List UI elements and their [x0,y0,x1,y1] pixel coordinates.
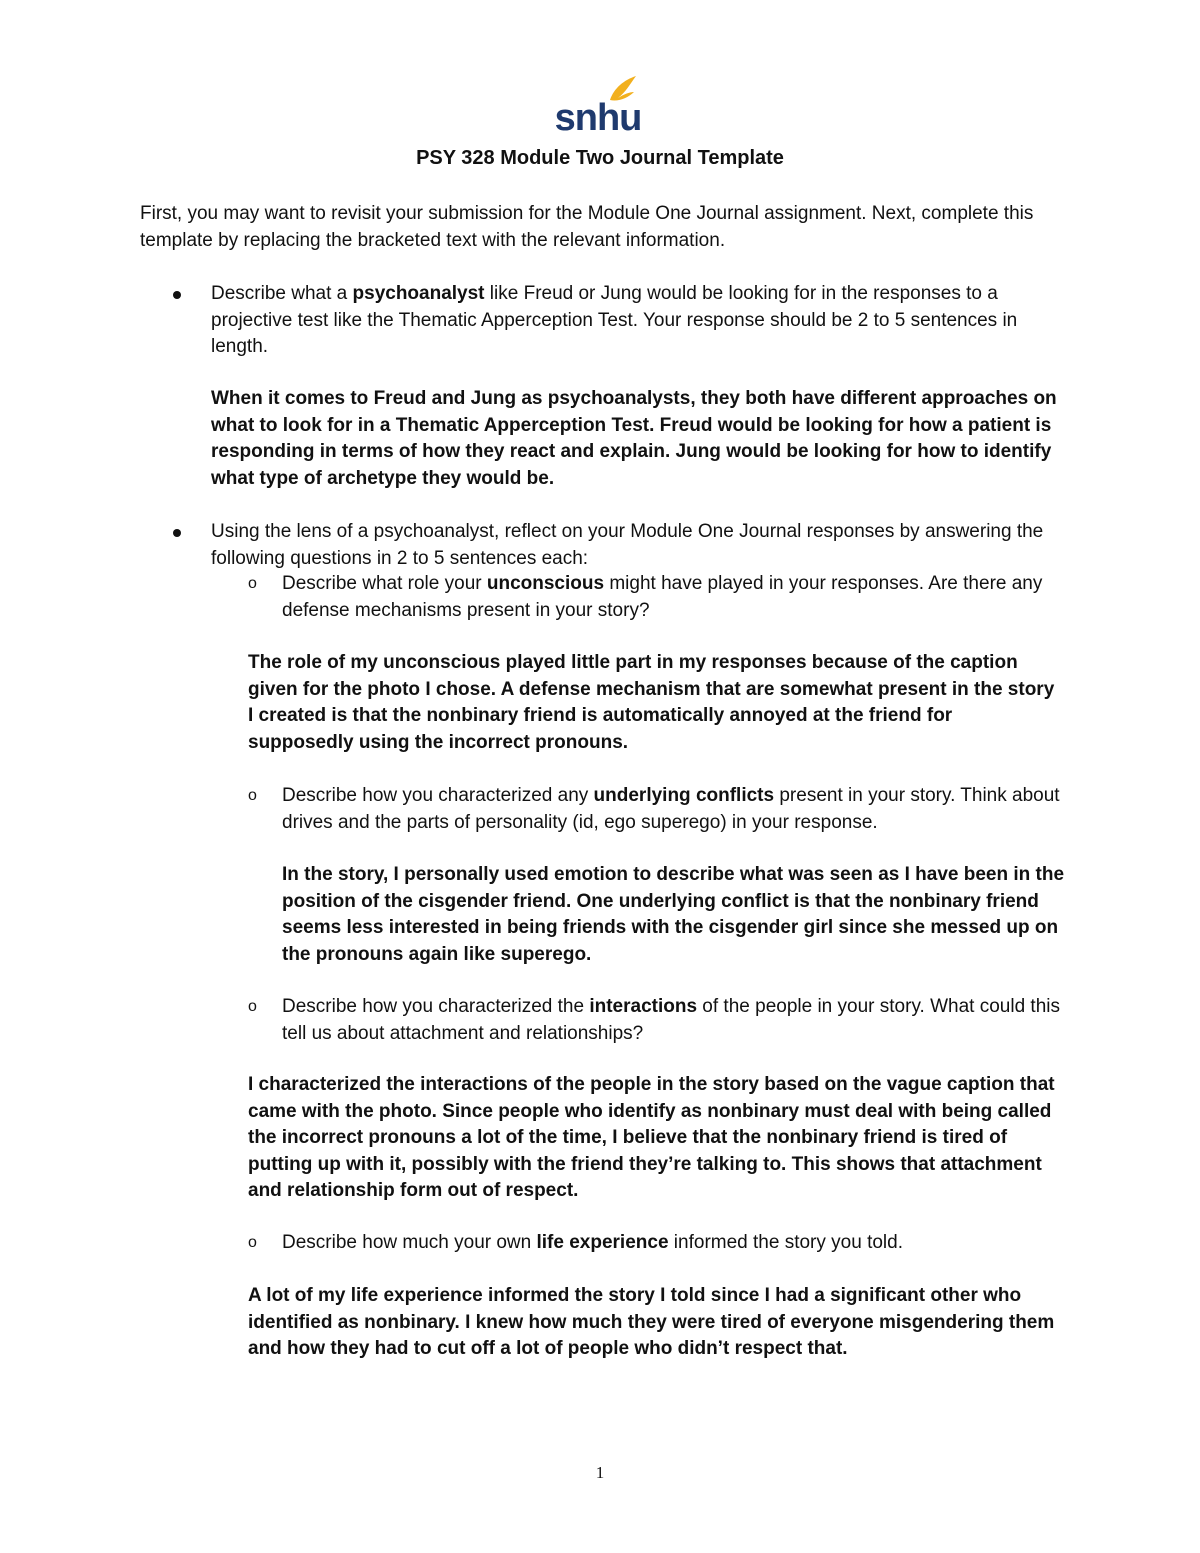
sub-bullet-marker: o [248,1234,257,1251]
sub-question-3 [248,994,1068,1047]
logo-text: snhu [554,97,642,134]
sub-question-1 [248,571,1068,624]
sub-question-2-text: Describe how you characterized any underlying conflicts present in your story. Think about drives and the parts of personality (id, ego superego) in your response. [282,785,1060,833]
question-1-text: Describe what a psychoanalyst like Freud or Jung would be looking for in the responses to a projective test like the Thematic Apperception Test. Your response should be 2 to 5 sentences in length. [211,283,1018,357]
answer-1: When it comes to Freud and Jung as psychoanalysts, they both have different approaches on what to look for in a Thematic Apperception Test. Freud would be looking for how a patient is responding in terms of how they react and explain. Jung would be looking for how to identify what type of archetype they would be. [211,388,1057,489]
answer-2c: I characterized the interactions of the people in the story based on the vague caption that came with the photo. Since people who identify as nonbinary must deal with being called the incorrect pronouns a lot of the time, I believe that the nonbinary friend is tired of putting up with it, possibly with the friend they’re talking to. This shows that attachment and relationship form out of respect. [248,1074,1055,1201]
sub-question-4 [248,1230,1068,1257]
keyword: life experience [536,1232,669,1253]
answer-2d: A lot of my life experience informed the story I told since I had a significant other who identified as nonbinary. I knew how much they were tired of everyone misgendering them and how they had to cut off a lot of people who didn’t respect that. [248,1285,1055,1359]
sub-bullet-marker: o [248,998,257,1015]
question-2-text: Using the lens of a psychoanalyst, reflect on your Module One Journal responses by answering the following questions in 2 to 5 sentences each: [211,521,1044,569]
keyword: interactions [589,996,698,1017]
document-title: PSY 328 Module Two Journal Template [416,147,784,169]
answer-2b: In the story, I personally used emotion to describe what was seen as I have been in the position of the cisgender friend. One underlying conflict is that the nonbinary friend seems less interested in being friends with the cisgender girl since she messed up on the pronouns again like superego. [282,864,1065,965]
bullet-icon [173,529,181,537]
keyword: unconscious [486,573,605,594]
question-2 [140,519,1070,572]
bullet-icon [173,291,181,299]
keyword: psychoanalyst [352,283,485,304]
sub-question-4-text: Describe how much your own life experience informed the story you told. [282,1232,903,1253]
answer-2a: The role of my unconscious played little part in my responses because of the caption given for the photo I chose. A defense mechanism that are somewhat present in the story I created is that the nonbinary friend is automatically annoyed at the friend for supposedly using the incorrect pronouns. [248,652,1055,753]
keyword: underlying conflicts [593,785,775,806]
snhu-logo [552,74,644,134]
question-1 [140,281,1070,361]
page-number: 1 [595,1463,605,1482]
sub-bullet-marker: o [248,787,257,804]
intro-paragraph: First, you may want to revisit your submission for the Module One Journal assignment. Next, complete this template by replacing the bracketed text with the relevant information. [140,203,1034,251]
snhu-logo-mark [552,74,644,134]
sub-question-1-text: Describe what role your unconscious might have played in your responses. Are there any defense mechanisms present in your story? [282,573,1043,621]
sub-bullet-marker: o [248,575,257,592]
sub-question-2 [248,783,1068,836]
sub-question-3-text: Describe how you characterized the interactions of the people in your story. What could this tell us about attachment and relationships? [282,996,1060,1044]
